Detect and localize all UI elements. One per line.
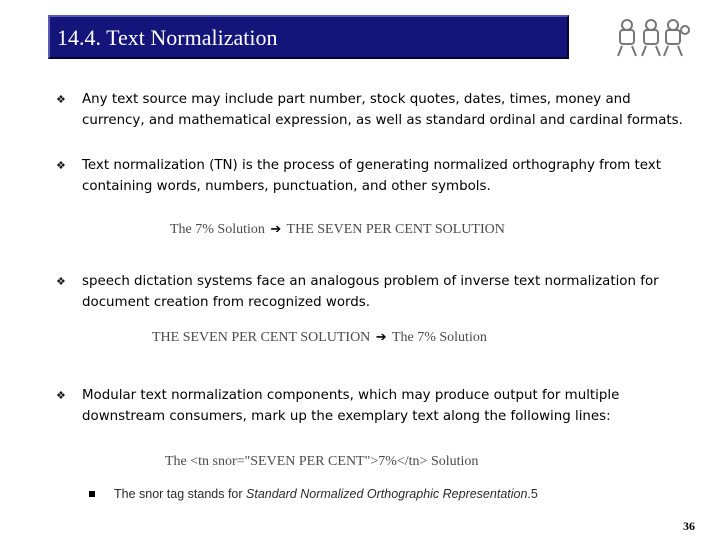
diamond-dots-bullet-icon: ❖ xyxy=(56,390,66,402)
example-normalization xyxy=(170,221,505,238)
example-output: The 7% Solution xyxy=(391,330,487,345)
example-inverse-normalization xyxy=(152,329,487,346)
sub-bullet-text xyxy=(114,487,538,501)
logo-icon xyxy=(612,16,692,60)
example-output: THE SEVEN PER CENT SOLUTION xyxy=(286,222,505,237)
arrow-right-icon: ➔ xyxy=(375,329,387,344)
title-bar xyxy=(48,15,569,59)
slide-title: 14.4. Text Normalization xyxy=(57,25,278,50)
bullet-text: speech dictation systems face an analogous problem of inverse text normalization for document creation from recognized words. xyxy=(82,274,659,310)
bullet-text: Text normalization (TN) is the process of generating normalized orthography from text containing words, numbers, punctuation, and other symbols. xyxy=(82,158,661,194)
bullet-text: Any text source may include part number, stock quotes, dates, times, money and currency, and mathematical expression, as well as standard ordinal and cardinal formats. xyxy=(82,92,683,128)
diamond-dots-bullet-icon: ❖ xyxy=(56,94,66,106)
sub-bullet-emphasis: Standard Normalized Orthographic Representation xyxy=(246,487,528,501)
example-input: THE SEVEN PER CENT SOLUTION xyxy=(152,330,371,345)
page-number: 36 xyxy=(683,519,695,533)
diamond-dots-bullet-icon: ❖ xyxy=(56,160,66,172)
sub-bullet-prefix: The snor tag stands for xyxy=(114,487,247,501)
example-input: The 7% Solution xyxy=(170,222,265,237)
example-markup: The <tn snor="SEVEN PER CENT">7%</tn> Solution xyxy=(165,454,479,469)
diamond-dots-bullet-icon: ❖ xyxy=(56,276,66,288)
square-bullet-icon xyxy=(89,491,95,497)
arrow-right-icon: ➔ xyxy=(270,221,282,236)
sub-bullet-suffix: .5 xyxy=(527,487,538,501)
bullet-text: Modular text normalization components, which may produce output for multiple downstream consumers, mark up the exemplary text along the following lines: xyxy=(82,388,620,424)
